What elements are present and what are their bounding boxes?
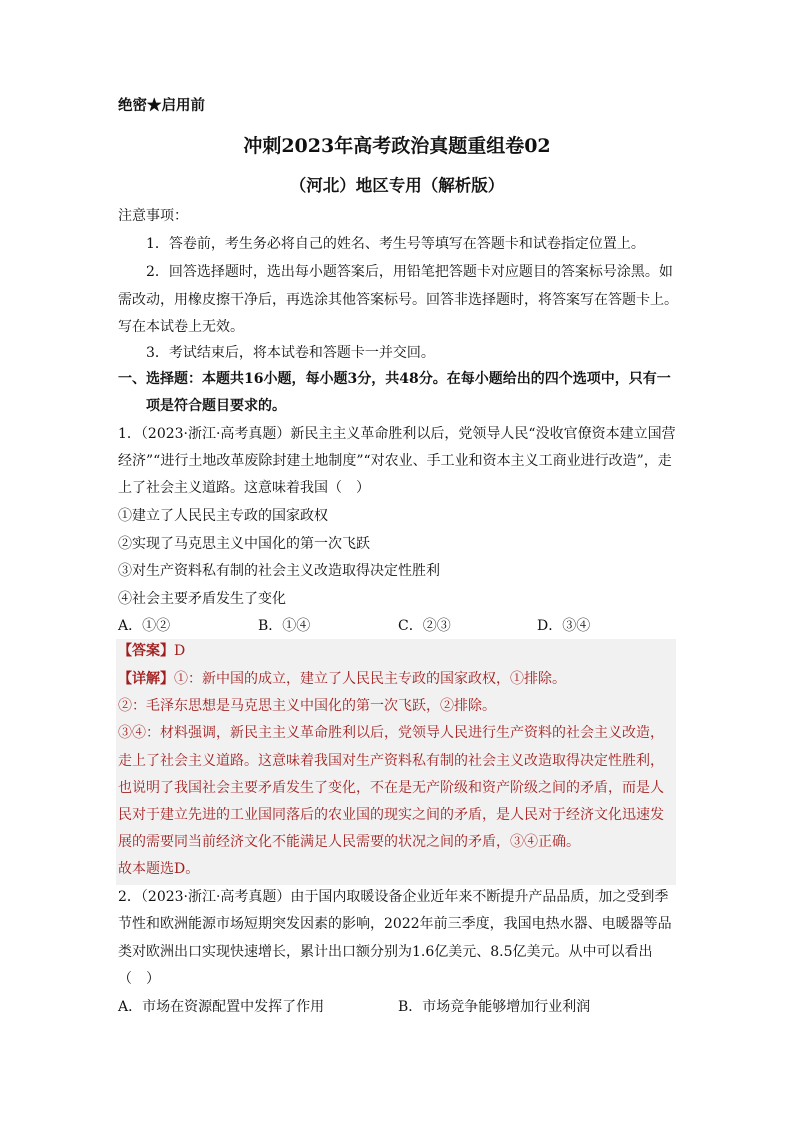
detail-text: 展的需要同当前经济文化不能满足人民需要的状况之间的矛盾，③④正确。: [118, 834, 580, 850]
detail-text: ③④：材料强调，新民主主义革命胜利以后，党领导人民进行生产资料的社会主义改造，: [118, 725, 664, 741]
section-heading: 一、选择题：本题共16小题，每小题3分，共48分。在每小题给出的四个选项中，只有一: [118, 371, 671, 387]
detail-text: 也说明了我国社会主要矛盾发生了变化，不在是无产阶级和资产阶级之间的矛盾，而是人: [118, 780, 664, 796]
answer-value: D: [174, 643, 186, 659]
detail-text: 民对于建立先进的工业国同落后的农业国的现实之间的矛盾，是人民对于经济文化迅速发: [118, 807, 664, 823]
confidential-mark: 绝密★启用前: [118, 97, 205, 114]
question-1-stem: 上了社会主义道路。这意味着我国（ ）: [118, 480, 370, 496]
question-2-stem: 2．（2023·浙江·高考真题）由于国内取暖设备企业近年来不断提升产品品质，加之受到季: [118, 889, 669, 905]
option-a: A．①②: [118, 618, 171, 634]
statement: ①建立了人民民主专政的国家政权: [118, 508, 328, 524]
question-1-stem: 1．（2023·浙江·高考真题）新民主主义革命胜利以后，党领导人民“没收官僚资本建立国营: [118, 426, 676, 442]
answer-label: 【答案】: [118, 643, 174, 659]
detail-label: 【详解】: [118, 671, 174, 687]
note-item: 1．答卷前，考生务必将自己的姓名、考生号等填写在答题卡和试卷指定位置上。: [146, 236, 645, 252]
note-item: 3．考试结束后，将本试卷和答题卡一并交回。: [146, 345, 435, 361]
question-2-stem: （ ）: [118, 971, 160, 987]
answer-line: [118, 642, 185, 660]
detail-text: 走上了社会主义道路。这意味着我国对生产资料私有制的社会主义改造取得决定性胜利，: [118, 753, 664, 769]
paper-title: 冲刺2023年高考政治真题重组卷02: [243, 135, 551, 157]
note-item: 2．回答选择题时，选出每小题答案后，用铅笔把答题卡对应题目的答案标号涂黑。如: [146, 264, 673, 280]
statement: ④社会主要矛盾发生了变化: [118, 591, 286, 607]
note-item: 需改动，用橡皮擦干净后，再选涂其他答案标号。回答非选择题时，将答案写在答题卡上。: [118, 292, 678, 308]
option-c: C．②③: [398, 618, 451, 634]
detail-text: ②：毛泽东思想是马克思主义中国化的第一次飞跃，②排除。: [118, 698, 496, 714]
question-1-stem: 经济”“进行土地改革废除封建土地制度”“对农业、手工业和资本主义工商业进行改造”，走: [118, 453, 672, 469]
question-2-stem: 节性和欧洲能源市场短期突发因素的影响，2022年前三季度，我国电热水器、电暖器等品: [118, 916, 672, 932]
detail-text: ①：新中国的成立，建立了人民民主专政的国家政权，①排除。: [174, 671, 566, 687]
option-b: B．市场竞争能够增加行业利润: [398, 999, 591, 1015]
detail-text: 故本题选D。: [118, 861, 200, 877]
question-2-stem: 类对欧洲出口实现快速增长，累计出口额分别为1.6亿美元、8.5亿美元。从中可以看出: [118, 944, 653, 960]
option-d: D．③④: [537, 618, 591, 634]
option-a: A．市场在资源配置中发挥了作用: [118, 999, 325, 1015]
section-heading-cont: 项是符合题目要求的。: [146, 398, 286, 414]
detail-line: [118, 670, 566, 688]
statement: ②实现了马克思主义中国化的第一次飞跃: [118, 536, 370, 552]
notes-heading: 注意事项：: [118, 208, 188, 224]
statement: ③对生产资料私有制的社会主义改造取得决定性胜利: [118, 563, 440, 579]
option-b: B．①④: [258, 618, 311, 634]
note-item: 写在本试卷上无效。: [118, 319, 244, 335]
paper-subtitle: （河北）地区专用（解析版）: [289, 176, 505, 195]
